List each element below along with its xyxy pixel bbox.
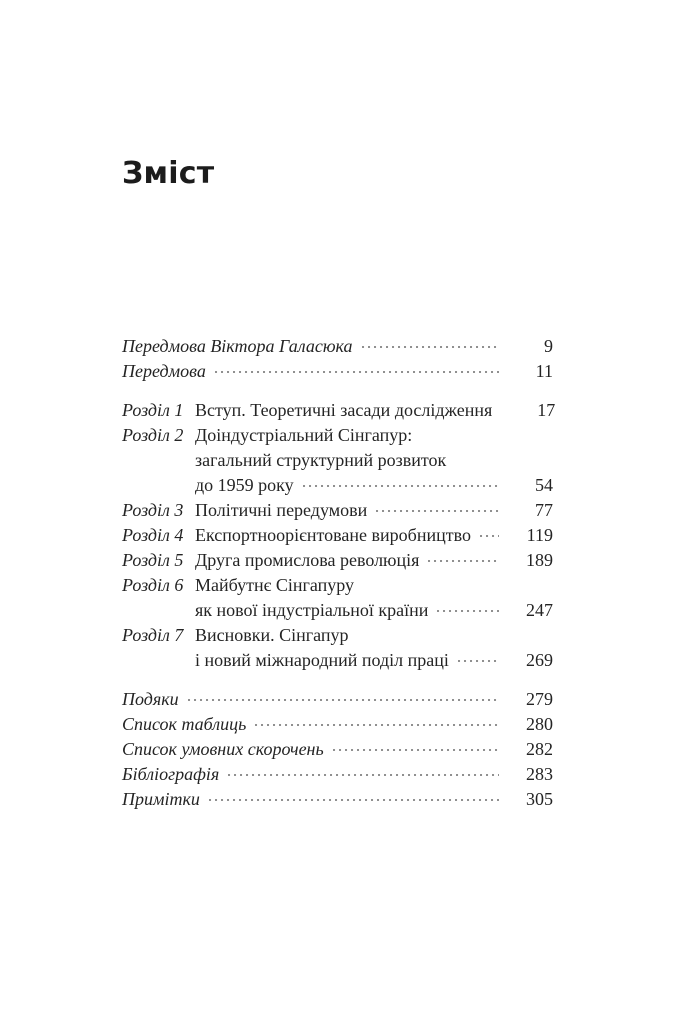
toc-entry-acknowledgements: [122, 687, 553, 712]
toc-entry-notes: [122, 787, 553, 812]
page-number: 17: [537, 400, 556, 421]
page-number: 119: [526, 525, 553, 546]
entry-title-line: Доіндустріальний Сінгапур:: [195, 425, 413, 446]
dot-leader: [209, 799, 499, 801]
entry-title: Список таблиць: [122, 714, 247, 735]
toc-entry-bibliography: [122, 762, 553, 787]
chapter-label: Розділ 4: [122, 525, 184, 546]
entry-title: Вступ. Теоретичні засади дослідження: [195, 400, 493, 421]
chapter-label: Розділ 7: [122, 625, 184, 646]
page-number: 77: [535, 500, 553, 521]
page-number: 189: [526, 550, 553, 571]
toc-entry-chapter-3: [122, 498, 553, 523]
dot-leader: [362, 346, 499, 348]
entry-title-line: Майбутнє Сінгапуру: [195, 575, 354, 596]
chapter-label: Розділ 3: [122, 500, 184, 521]
toc-entry-chapter-7: [122, 623, 553, 673]
page-number: 283: [526, 764, 553, 785]
page-number: 11: [535, 361, 553, 382]
page-number: 9: [544, 336, 553, 357]
entry-title: Список умовних скорочень: [122, 739, 324, 760]
toc-entry-chapter-4: [122, 523, 553, 548]
page-number: 247: [526, 600, 553, 621]
chapter-label: Розділ 6: [122, 575, 184, 596]
page-number: 282: [526, 739, 553, 760]
toc-entry-foreword: [122, 359, 553, 384]
page-number: 54: [535, 475, 553, 496]
entry-title: Політичні передумови: [195, 500, 368, 521]
entry-title-line: загальний структурний розвиток: [195, 450, 447, 471]
dot-leader: [303, 485, 499, 487]
page-number: 269: [526, 650, 553, 671]
table-of-contents: [122, 334, 556, 812]
dot-leader: [255, 724, 499, 726]
toc-entry-chapter-2: [122, 423, 553, 498]
section-gap: [122, 673, 553, 687]
page-number: 280: [526, 714, 553, 735]
entry-title: Подяки: [122, 689, 179, 710]
toc-entry-abbreviations: [122, 737, 553, 762]
toc-entry-chapter-1: [122, 398, 556, 423]
dot-leader: [458, 660, 499, 662]
dot-leader: [437, 610, 499, 612]
entry-title-line: Висновки. Сінгапур: [195, 625, 349, 646]
toc-entry-list-of-tables: [122, 712, 553, 737]
entry-title: Примітки: [122, 789, 200, 810]
entry-title: Передмова: [122, 361, 206, 382]
entry-title: Друга промислова революція: [195, 550, 420, 571]
chapter-label: Розділ 1: [122, 400, 184, 421]
entry-title-line: і новий міжнародний поділ праці: [195, 650, 449, 671]
section-gap: [122, 384, 553, 398]
entry-title-line: як нової індустріальної країни: [195, 600, 429, 621]
toc-entry-chapter-6: [122, 573, 553, 623]
page-title: Зміст: [122, 156, 215, 192]
dot-leader: [215, 371, 499, 373]
entry-title: Експортноорієнтоване виробництво: [195, 525, 471, 546]
dot-leader: [188, 699, 499, 701]
entry-title: Передмова Віктора Галасюка: [122, 336, 353, 357]
dot-leader: [376, 510, 499, 512]
toc-entry-foreword-halasiuk: [122, 334, 553, 359]
chapter-label: Розділ 5: [122, 550, 184, 571]
entry-title-line: до 1959 року: [195, 475, 294, 496]
page-number: 279: [526, 689, 553, 710]
dot-leader: [428, 560, 499, 562]
page-number: 305: [526, 789, 553, 810]
chapter-label: Розділ 2: [122, 425, 184, 446]
dot-leader: [228, 774, 499, 776]
dot-leader: [480, 535, 499, 537]
entry-title: Бібліографія: [122, 764, 220, 785]
toc-entry-chapter-5: [122, 548, 553, 573]
dot-leader: [333, 749, 499, 751]
